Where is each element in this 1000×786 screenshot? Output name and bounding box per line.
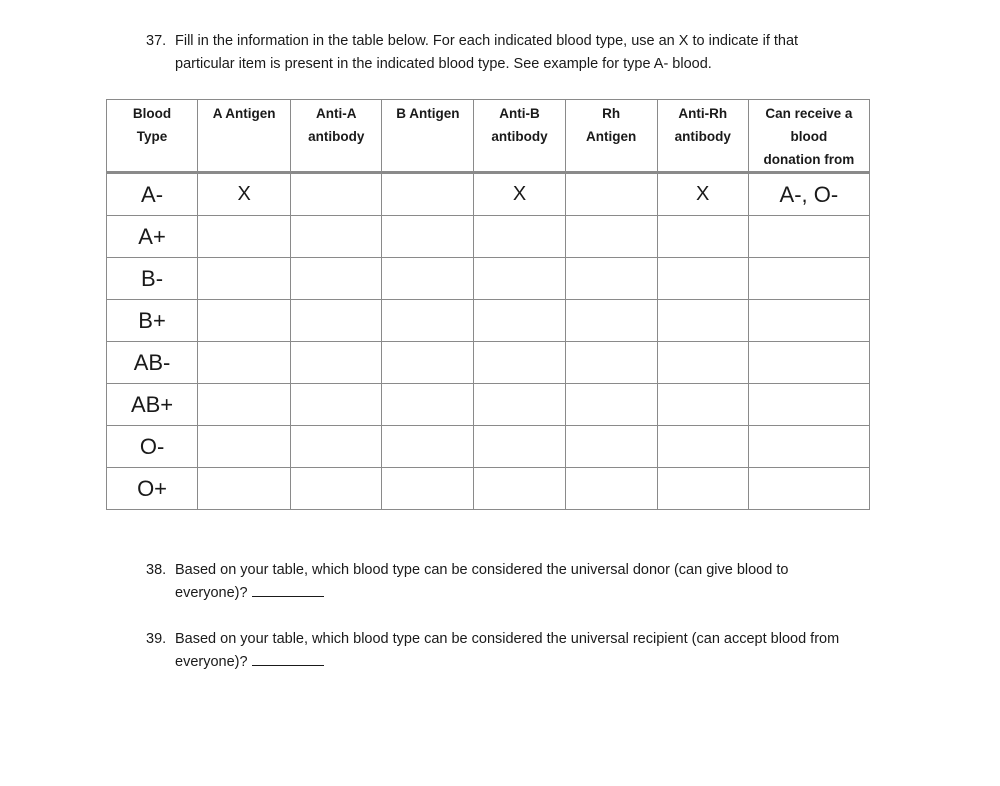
question-text-line-1: Based on your table, which blood type can be considered the universal donor (can give blood to <box>175 562 789 578</box>
blood-type-cell: O+ <box>107 468 198 510</box>
b-antigen-cell[interactable] <box>382 216 474 258</box>
table-row <box>107 300 870 342</box>
anti-a-cell[interactable] <box>291 468 382 510</box>
a-antigen-cell[interactable] <box>198 258 291 300</box>
question-number: 37. <box>146 33 167 49</box>
anti-rh-cell[interactable] <box>657 258 748 300</box>
can-receive-cell[interactable] <box>748 468 869 510</box>
anti-a-cell[interactable] <box>291 300 382 342</box>
rh-antigen-cell[interactable] <box>565 216 657 258</box>
a-antigen-cell[interactable]: X <box>198 173 291 216</box>
blood-type-cell: B- <box>107 258 198 300</box>
can-receive-cell[interactable]: A-, O- <box>748 173 869 216</box>
table-row <box>107 384 870 426</box>
a-antigen-cell[interactable] <box>198 468 291 510</box>
b-antigen-cell[interactable] <box>382 258 474 300</box>
blood-type-cell: B+ <box>107 300 198 342</box>
question-number: 39. <box>146 631 167 647</box>
blood-type-cell: A- <box>107 173 198 216</box>
anti-b-cell[interactable] <box>474 384 565 426</box>
anti-a-cell[interactable] <box>291 426 382 468</box>
answer-blank[interactable] <box>252 653 324 666</box>
can-receive-cell[interactable] <box>748 216 869 258</box>
anti-a-cell[interactable] <box>291 173 382 216</box>
anti-a-cell[interactable] <box>291 384 382 426</box>
b-antigen-cell[interactable] <box>382 342 474 384</box>
table-row <box>107 216 870 258</box>
anti-b-cell[interactable] <box>474 216 565 258</box>
answer-blank[interactable] <box>252 584 324 597</box>
can-receive-cell[interactable] <box>748 258 869 300</box>
a-antigen-cell[interactable] <box>198 384 291 426</box>
can-receive-cell[interactable] <box>748 426 869 468</box>
can-receive-cell[interactable] <box>748 342 869 384</box>
question-38 <box>146 559 886 605</box>
can-receive-cell[interactable] <box>748 384 869 426</box>
table-row <box>107 342 870 384</box>
anti-rh-cell[interactable] <box>657 342 748 384</box>
anti-b-cell[interactable] <box>474 300 565 342</box>
a-antigen-cell[interactable] <box>198 216 291 258</box>
anti-b-cell[interactable] <box>474 468 565 510</box>
a-antigen-cell[interactable] <box>198 426 291 468</box>
header-b-antigen: B Antigen <box>382 100 474 173</box>
question-text-line-2: everyone)? <box>146 582 886 605</box>
question-text-line-1: Based on your table, which blood type can be considered the universal recipient (can accept blood from <box>175 631 840 647</box>
question-number: 38. <box>146 562 167 578</box>
header-row <box>107 100 870 173</box>
a-antigen-cell[interactable] <box>198 300 291 342</box>
anti-b-cell[interactable]: X <box>474 173 565 216</box>
table-row <box>107 258 870 300</box>
anti-rh-cell[interactable] <box>657 216 748 258</box>
anti-b-cell[interactable] <box>474 342 565 384</box>
anti-rh-cell[interactable] <box>657 468 748 510</box>
question-37 <box>146 30 886 76</box>
blood-type-cell: AB+ <box>107 384 198 426</box>
question-text-line-2: everyone)? <box>146 651 886 674</box>
table-row <box>107 426 870 468</box>
a-antigen-cell[interactable] <box>198 342 291 384</box>
blood-type-cell: O- <box>107 426 198 468</box>
header-rh-antigen: Rh Antigen <box>565 100 657 173</box>
header-anti-rh-antibody: Anti-Rh antibody <box>657 100 748 173</box>
b-antigen-cell[interactable] <box>382 468 474 510</box>
b-antigen-cell[interactable] <box>382 173 474 216</box>
anti-rh-cell[interactable] <box>657 426 748 468</box>
header-anti-b-antibody: Anti-B antibody <box>474 100 565 173</box>
anti-rh-cell[interactable]: X <box>657 173 748 216</box>
rh-antigen-cell[interactable] <box>565 468 657 510</box>
can-receive-cell[interactable] <box>748 300 869 342</box>
anti-rh-cell[interactable] <box>657 384 748 426</box>
anti-a-cell[interactable] <box>291 258 382 300</box>
table-row <box>107 468 870 510</box>
header-can-receive-from: Can receive a blood donation from <box>748 100 869 173</box>
rh-antigen-cell[interactable] <box>565 258 657 300</box>
b-antigen-cell[interactable] <box>382 384 474 426</box>
rh-antigen-cell[interactable] <box>565 173 657 216</box>
header-anti-a-antibody: Anti-A antibody <box>291 100 382 173</box>
header-blood-type: Blood Type <box>107 100 198 173</box>
anti-rh-cell[interactable] <box>657 300 748 342</box>
anti-a-cell[interactable] <box>291 216 382 258</box>
question-39 <box>146 628 886 674</box>
blood-type-cell: AB- <box>107 342 198 384</box>
blood-type-table <box>106 99 870 510</box>
rh-antigen-cell[interactable] <box>565 300 657 342</box>
anti-b-cell[interactable] <box>474 258 565 300</box>
b-antigen-cell[interactable] <box>382 426 474 468</box>
table-row <box>107 173 870 216</box>
anti-b-cell[interactable] <box>474 426 565 468</box>
question-text-line-1: Fill in the information in the table below. For each indicated blood type, use an X to indicate if that <box>175 33 799 49</box>
blood-type-cell: A+ <box>107 216 198 258</box>
header-a-antigen: A Antigen <box>198 100 291 173</box>
rh-antigen-cell[interactable] <box>565 342 657 384</box>
question-text-line-2: particular item is present in the indicated blood type. See example for type A- blood. <box>175 56 712 72</box>
rh-antigen-cell[interactable] <box>565 384 657 426</box>
b-antigen-cell[interactable] <box>382 300 474 342</box>
anti-a-cell[interactable] <box>291 342 382 384</box>
rh-antigen-cell[interactable] <box>565 426 657 468</box>
